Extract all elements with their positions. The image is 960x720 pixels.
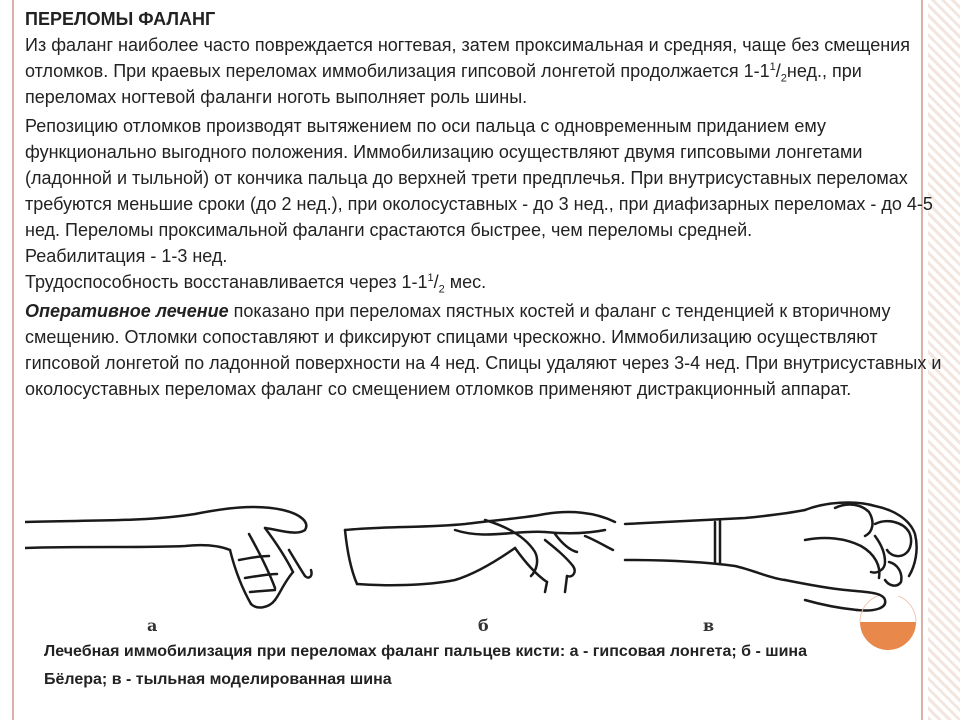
p1-fraction-slash: / xyxy=(775,61,781,81)
paragraph-reposition: Репозицию отломков производят вытяжением по оси пальца с одновременным приданием ему функционально выгодного положения. Иммобилизацию осуществляют двумя гипсовыми лонгетами (ладонной и тыльной) от кончика пальца до верхней трети предплечья. При внутрисуставных переломах требуются меньшие сроки (до 2 нед.), при околосуставных - до 3 нед., при диафизарных переломах - до 4-5 нед. Переломы проксимальной фаланги срастаются быстрее, чем переломы средней. xyxy=(25,116,933,240)
hand-c-figure xyxy=(625,503,917,611)
hand-a-figure xyxy=(25,507,312,607)
figure-label-a: а xyxy=(147,616,158,635)
splint-illustration xyxy=(25,500,925,638)
paragraph-phalanx-injuries xyxy=(25,32,950,110)
p4-fraction-numerator: 1 xyxy=(427,272,434,284)
p1-fraction-denominator: 2 xyxy=(780,72,787,85)
paragraph-rehabilitation: Реабилитация - 1-3 нед. xyxy=(25,246,228,266)
p4-fraction-denominator: 2 xyxy=(438,283,445,296)
left-frame-line xyxy=(12,0,14,720)
p1-fraction-numerator: 1 xyxy=(769,61,776,73)
p1-text-end: нед., при переломах ногтевой фаланги ноготь выполняет роль шины. xyxy=(25,61,862,107)
slide-content xyxy=(25,6,950,402)
slide-title: ПЕРЕЛОМЫ ФАЛАНГ xyxy=(25,9,216,29)
figure-caption: Лечебная иммобилизация при переломах фаланг пальцев кисти: а - гипсовая лонгета; б - шина Бёлера; в - тыльная моделированная шина xyxy=(44,643,807,688)
paragraph-operative-treatment xyxy=(25,298,950,402)
hand-b-figure xyxy=(345,512,615,592)
p4-text-end: мес. xyxy=(444,272,487,292)
hands-drawing xyxy=(25,500,925,638)
figure-label-b: б xyxy=(478,616,489,635)
p4-text-start: Трудоспособность восстанавливается через 1-1 xyxy=(25,272,428,292)
operative-treatment-text: показано при переломах пястных костей и фаланг с тенденцией к вторичному смещению. Отломки сопоставляют и фиксируют спицами чрескожно. Иммобилизацию осуществляют гипсовой лонгетой по ладонной поверхности на 4 нед. Спицы удаляют через 3-4 нед. При внутрисуставных и околосуставных переломах фаланг со смещением отломков применяют дистракционный аппарат. xyxy=(25,301,942,399)
p1-text-start: Из фаланг наиболее часто повреждается ногтевая, затем проксимальная и средняя, чаще без смещения отломков. При краевых переломах иммобилизация гипсовой лонгетой продолжается 1-1 xyxy=(25,35,911,81)
operative-treatment-emphasis: Оперативное лечение xyxy=(25,301,229,321)
paragraph-work-capacity xyxy=(25,269,950,295)
figure-label-v: в xyxy=(703,616,715,635)
p4-fraction-slash: / xyxy=(433,272,439,292)
